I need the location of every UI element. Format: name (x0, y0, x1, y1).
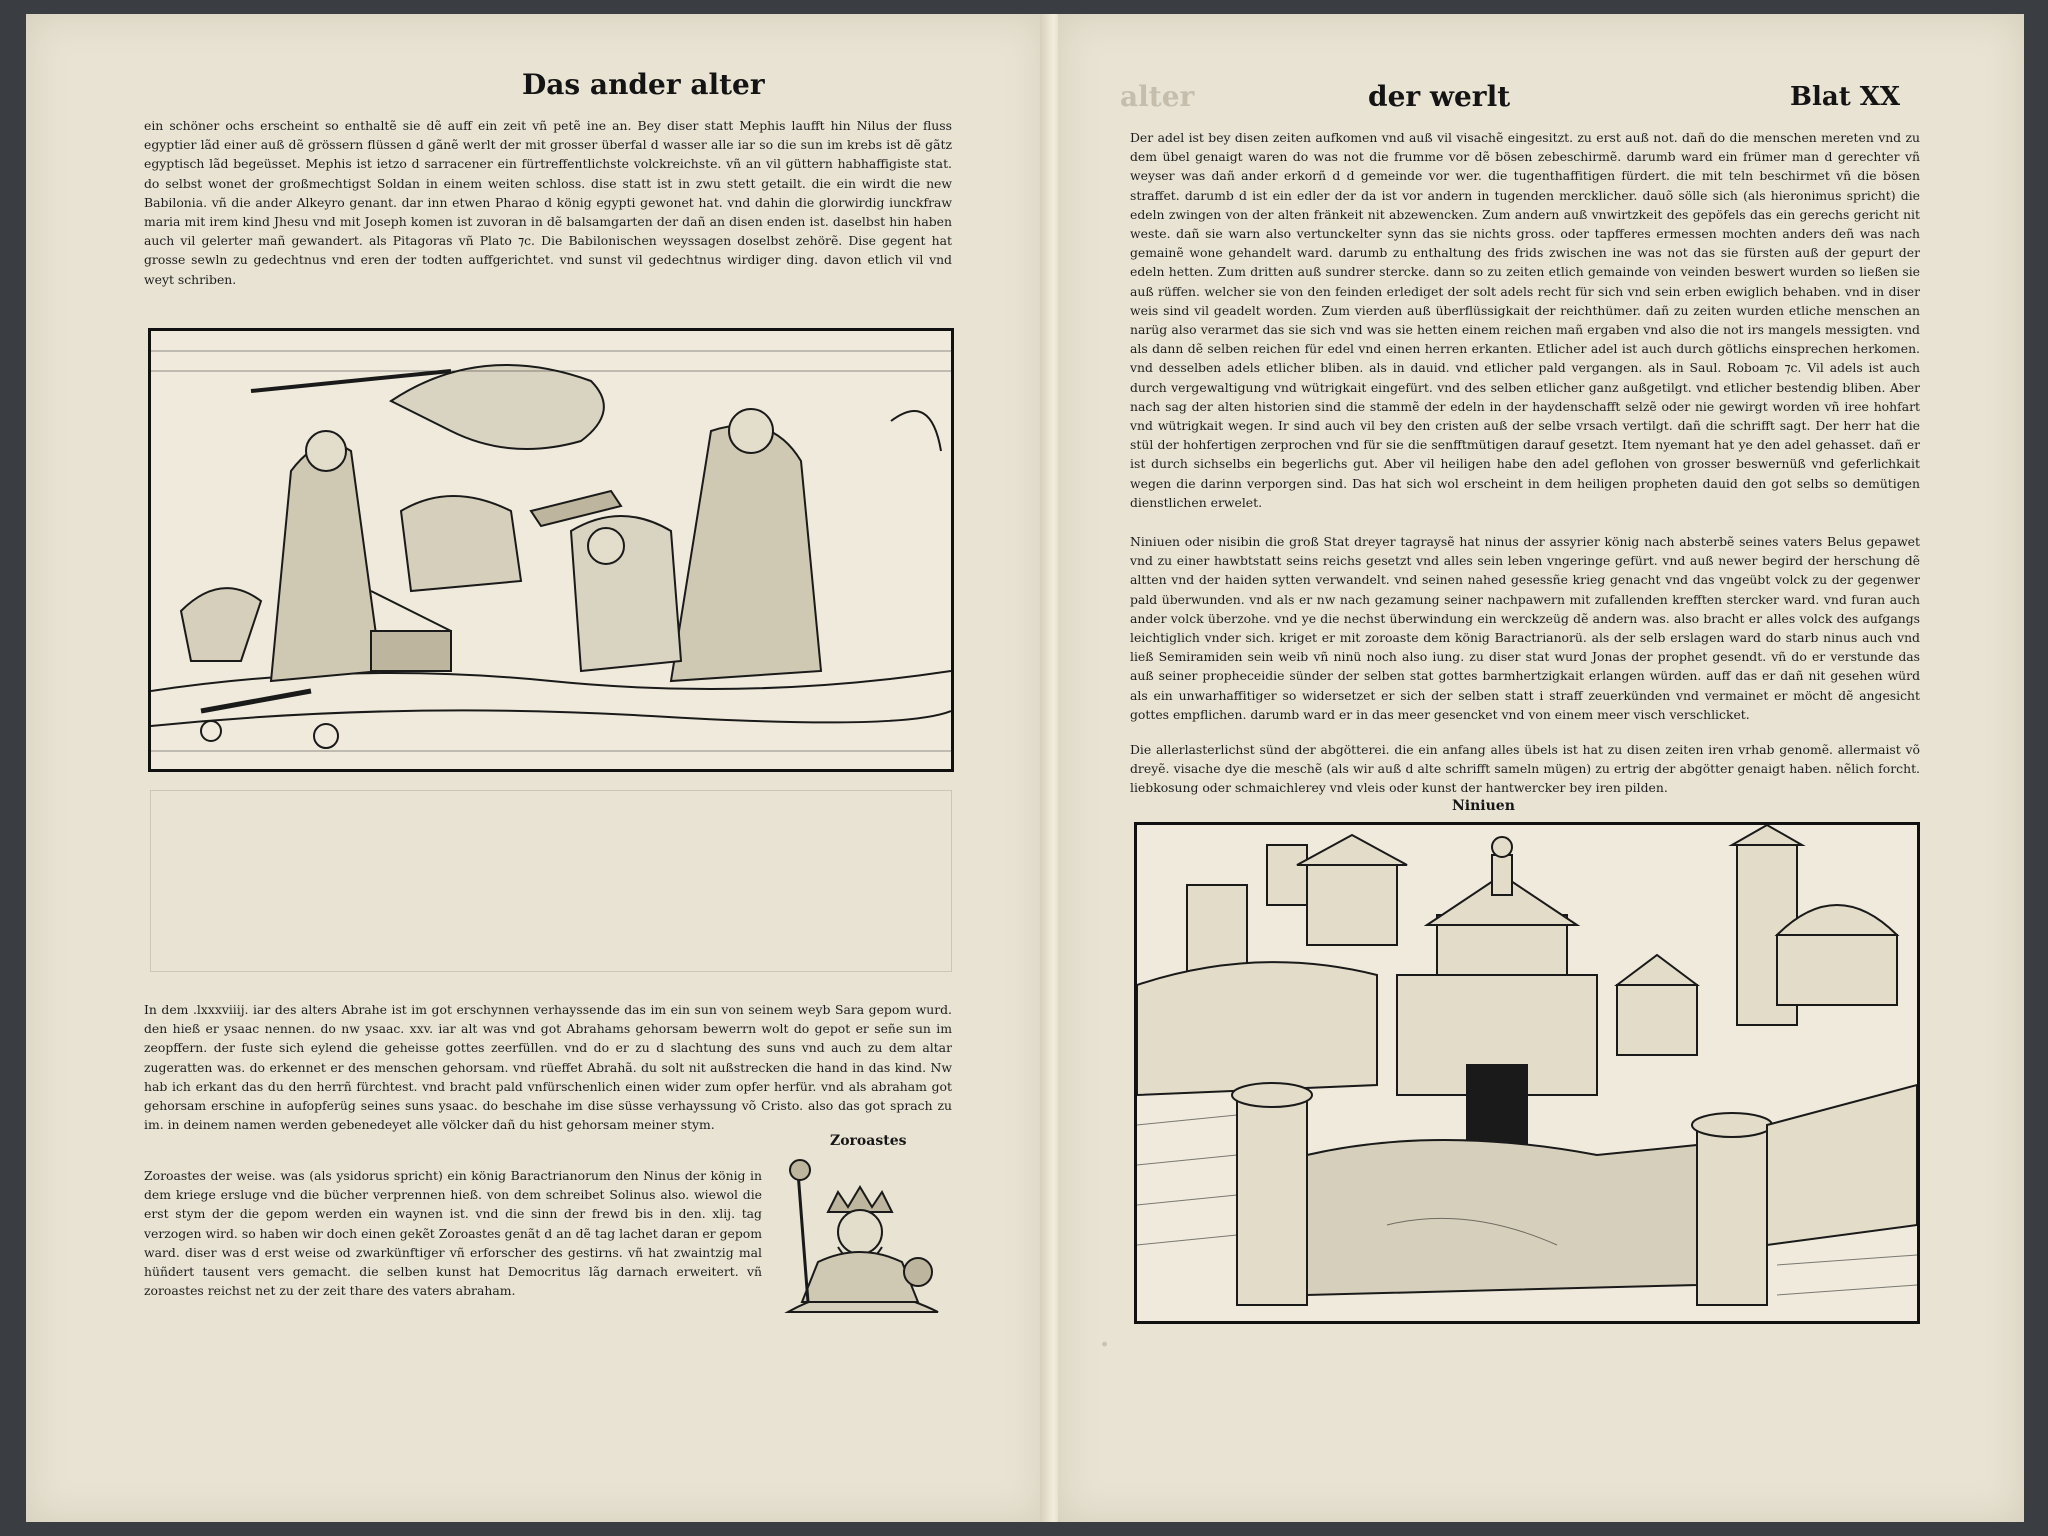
zoroaster-caption: Zoroastes (830, 1133, 907, 1149)
right-text-adel (1130, 128, 1920, 530)
show-through-text: · (1100, 1330, 1110, 1360)
paragraph-abraham: In dem .lxxxviiij. iar des alters Abrahe ist im got erschynnen verhayssende das im ein sun von seinem weyb Sara gepom wurd. den hieß er ysaac nennen. do nw ysaac. xxv. iar alt was vnd got Abrahams gehorsam bewerrn wolt do gepot er señe sun im zeopffern. der fuste sich eylend die geheisse gottes zeerfüllen. vnd do er zu d slachtung des suns vnd auch zu dem altar zugeratten was. do erkennet er des menschen gehorsam. vnd rüeffet Abrahã. du solt nit außstrecken die hand in das kind. Nw hab ich erkant das du den herrñ fürchtest. vnd bracht pald vnfürschenlich einen wider zum opfer herfür. vnd als abraham got gehorsam erschine in aufopferüg seines suns ysaac. do beschahe im dise süsse verhayssung võ Cristo. also das got sprach zu im. in deinem namen werden gebenedeyet alle völcker dañ du hist gehorsam meiner stym. (144, 1002, 952, 1133)
abraham-isaac-illustration (151, 331, 951, 769)
abraham-isaac-woodcut (148, 328, 954, 772)
right-text-niniuen (1130, 532, 1920, 738)
right-running-head: der werlt (1368, 80, 1511, 113)
paragraph-niniuen: Niniuen oder nisibin die groß Stat dreyer tagraysẽ hat ninus der assyrier könig nach absterbẽ seines vaters Belus gepawet vnd zu einer hawbtstatt seins reichs gesetzt vnd alles sein leben vngeringe gefürt. vnd auß newer begird der herschung dẽ altten vnd der haiden sytten verwandelt. vnd seinen nahed gesessñe krieg genacht vnd das vngeübt volck zu der gegenwer pald überwunden. vnd als er nw nach gezamung seiner nachpawern mit zufallenden krefften stercker ward. vnd furan auch ander volck überzohe. vnd ye die nechst überwindung ein werckzeüg dẽ andern was. also bracht er alles volck des aufgangs leichtiglich vnder sich. kriget er mit zoroaste dem könig Baractrianorü. als der selb erslagen ward do starb ninus auch vnd ließ Semiramiden sein weib vñ ninü noch also iung. zu diser stat wurd Jonas der prophet gesendt. vñ do er verstunde das auß seiner propheceidie sünder der selben stat gottes barmhertzigkait erlangen würden. auff das er dañ nit gesehen würd als ein unwarhaffitiger so widersetzet er sich der selben statt i straff zeuerkünden vnd vermainet er möcht dẽ angesicht gottes empflichen. darumb ward er in das meer gesencket vnd von einem meer visch verschlicket. (1130, 534, 1920, 722)
niniuen-city-illustration (1137, 825, 1917, 1321)
show-through-frame (150, 790, 952, 972)
show-through-head: alter (1120, 80, 1195, 113)
folio-number: Blat XX (1790, 82, 1901, 112)
zoroaster-portrait (768, 1152, 952, 1320)
paragraph-mephis: ein schöner ochs erscheint so enthaltẽ sie dẽ auff ein zeit vñ petẽ ine an. Bey diser statt Mephis laufft hin Nilus der fluss egyptier lãd einer auß dẽ grössern flüssen d gãnẽ werlt der mit grosser überfal d wasser alle iar so die sun im krebs ist dẽ gãtz egyptisch lãd begeüsset. Mephis ist ietzo d sarracener ein fürtreffentlichste volckreichste. vñ an vil güttern habhaffigiste stat. do selbst wonet der großmechtigst Soldan in einem weiten schloss. dise statt ist in zwu stett getailt. die ein wirdt die new Babilonia. vñ die ander Alkeyro genant. dar inn etwen Pharao d könig egypti gewonet hat. vnd dahin die glorwirdig iunckfraw maria mit irem kind Jhesu vnd mit Joseph komen ist zuvoran in dẽ balsamgarten der dañ an disen enden ist. daselbst hin haben auch vil gelerter mañ gewandert. als Pitagoras vñ Plato ⁊c. Die Babilonischen weyssagen doselbst zehörẽ. Dise gegent hat grosse sewln zu gedechtnus vnd eren der todten auffgerichtet. vnd sunst vil gedechtnus wirdiger ding. davon etlich vil vnd weyt schriben. (144, 118, 952, 287)
niniuen-city-woodcut (1134, 822, 1920, 1324)
paragraph-abgoetterei: Die allerlasterlichst sünd der abgötterei. die ein anfang alles übels ist hat zu disen zeiten iren vrhab genomẽ. allermaist võ dreyẽ. visache dye die meschẽ (als wir auß d alte schrifft sameln mügen) zu ertrig der abgötter genaigt haben. nẽlich forcht. liebkosung oder schmaichlerey vnd vleis oder kunst der hantwercker bey iren pilden. (1130, 742, 1920, 796)
left-text-zoroaster (144, 1166, 762, 1318)
right-text-abgoetterei (1130, 740, 1920, 800)
left-text-mephis (144, 116, 952, 300)
paragraph-adel: Der adel ist bey disen zeiten aufkomen vnd auß vil visachẽ eingesitzt. zu erst auß not. dañ do die menschen mereten vnd zu dem übel genaigt waren do was not die frumme vor dẽ bösen zebeschirmẽ. darumb ward ein frümer man d gerechter vñ weyser was dañ ander erkorñ d d gemeinde vor wer. die tugenthaffitigen fürdert. die mit teln beschirmet vñ die bösen straffet. darumb d ist ein edler der da ist vor andern in tugenden mercklicher. dauõ sölle sich (als hieronimus spricht) die edeln zwingen von der alten fränkeit nit abzewencken. Zum andern auß vnwirtzkeit des gepöfels das ein gerechs gericht nit weste. dañ sie warn also vertunckelter synn das sie nichts gross. oder tapfferes ermessen mochten anders deñ was nach gemainẽ wone gehandelt ward. darumb zu enthaltung des frids zwischen ine was not das sie fürsten auß der gepurt der edeln hetten. Zum dritten auß sundrer stercke. dann so zu zeiten etlich gemainde von veinden beswert wurden so ließen sie auß rüffen. welcher sie von den feinden erlediget der solt adels recht für sich vnd sein erben ewiglich behaben. vnd in diser weis sind vil geadelt worden. Zum vierden auß überflüssigkait der reichthümer. dañ zu zeiten wurden etliche menschen an narüg also verarmet das sie sich vnd was sie hetten einem reichen mañ ergaben vnd also die not irs mangels messigten. vnd als dann dẽ selben reichen für edel vnd einen herren erkanten. Etlicher adel ist auch durch götlichs einsprechen herkomen. vnd desselben adels etlicher bliben. als in dauid. vnd etlicher pald vergangen. als in Saul. Roboam ⁊c. Vil adels ist auch durch vergewaltigung vnd wütrigkait eingefürt. vnd des selben etlicher ganz außgetilgt. vnd etlicher bestendig bliben. Aber nach sag der alten historien sind die stammẽ der edeln in der haydenschafft selzẽ oder nie gewirgt worden vñ iree hohfart vnd wütrigkait wegen. Ir sind auch vil bey den cristen auß der selbe vrsach vertilgt. dañ die schrifft sagt. Der herr hat die stül der hohfertigen zerprochen vnd für sie die senfftmütigen darauf gesetzt. Item nyemant hat ye den adel gehasset. dañ er ist durch sichselbs ein begerlichs gut. Aber vil heiligen habe den adel geflohen von grosser beswernüß vnd geferlichkait wegen die darinn verporgen sind. Das hat sich wol erscheint in dem heiligen propheten dauid den got selbs so demütigen dienstlichen erwelet. (1130, 130, 1920, 510)
paragraph-zoroaster: Zoroastes der weise. was (als ysidorus spricht) ein könig Baractrianorum den Ninus der könig in dem kriege ersluge vnd die bücher verprennen hieß. von dem schreibet Solinus also. wiewol die erst stym der die gepom werden ein waynen ist. vnd die sinn der frewd bis in den. xlij. tag verzogen wird. so haben wir doch einen gekẽt Zoroastes genãt d an dẽ tag lachet daran er gepom ward. diser was d erst weise od zwarkünftiger vñ erforscher des gestirns. vñ hat zwaintzig mal hüñdert tausent vers gemacht. die selben kunst hat Democritus lãg darnach erweitert. vñ zoroastes reichst net zu der zeit thare des vaters abraham. (144, 1168, 762, 1299)
left-running-head: Das ander alter (522, 68, 765, 101)
city-caption: Niniuen (1452, 798, 1515, 814)
zoroaster-portrait-illustration (768, 1152, 952, 1320)
